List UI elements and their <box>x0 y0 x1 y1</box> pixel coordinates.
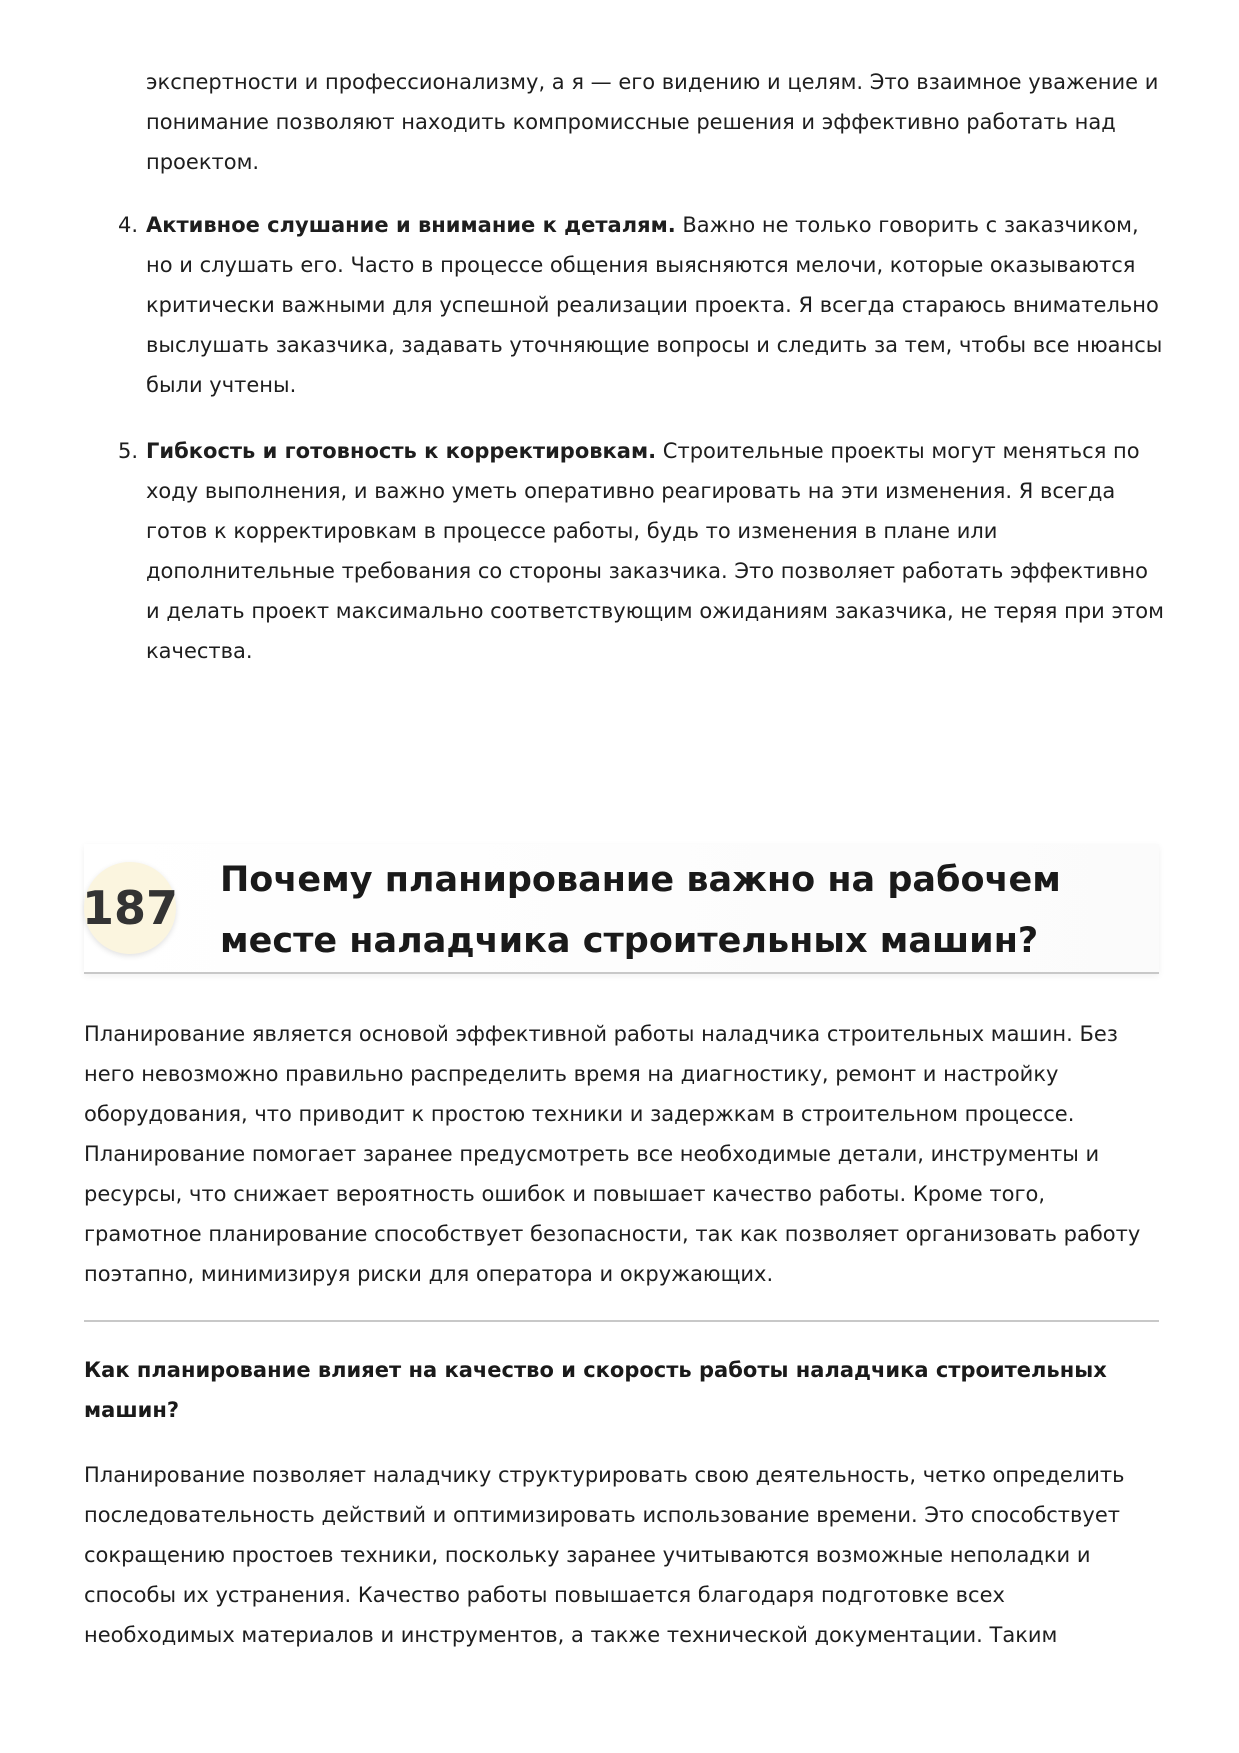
list-item-text: Важно не только говорить с заказчиком, но и слушать его. Часто в процессе общения выясняются мелочи, которые оказываются критически важными для успешной реализации проекта. Я всегда стараюсь внимательно выслушать заказчика, задавать уточняющие вопросы и следить за тем, чтобы все нюансы были учтены. <box>146 213 1163 397</box>
sub-question-answer: Планирование позволяет наладчику структурировать свою деятельность, четко определить последовательность действий и оптимизировать использование времени. Это способствует сокращению простоев техники, поскольку заранее учитываются возможные неполадки и способы их устранения. Качество работы повышается благодаря подготовке всех необходимых материалов и инструментов, а также технической документации. Таким <box>84 1463 1125 1647</box>
list-item <box>118 205 1166 405</box>
list-item-heading: Активное слушание и внимание к деталям. <box>146 213 676 237</box>
section-number-badge: 187 <box>84 862 176 954</box>
sub-question-heading: Как планирование влияет на качество и скорость работы наладчика строительных машин? <box>84 1358 1107 1422</box>
section-body: Планирование является основой эффективной работы наладчика строительных машин. Без него невозможно правильно распределить время на диагностику, ремонт и настройку оборудования, что приводит к простою техники и задержкам в строительном процессе. Планирование помогает заранее предусмотреть все необходимые детали, инструменты и ресурсы, что снижает вероятность ошибок и повышает качество работы. Кроме того, грамотное планирование способствует безопасности, так как позволяет организовать работу поэтапно, минимизируя риски для оператора и окружающих. <box>84 1022 1141 1286</box>
list-item-text: Строительные проекты могут меняться по ходу выполнения, и важно уметь оперативно реагировать на эти изменения. Я всегда готов к корректировкам в процессе работы, будь то изменения в плане или дополнительные требования со стороны заказчика. Это позволяет работать эффективно и делать проект максимально соответствующим ожиданиям заказчика, не теряя при этом качества. <box>146 439 1164 663</box>
list-item <box>118 431 1166 671</box>
section-divider <box>84 1320 1159 1322</box>
list-item-heading: Гибкость и готовность к корректировкам. <box>146 439 657 463</box>
list-item-number: 4. <box>118 213 139 237</box>
numbered-list <box>118 205 1166 697</box>
continuation-paragraph: экспертности и профессионализму, а я — его видению и целям. Это взаимное уважение и понимание позволяют находить компромиссные решения и эффективно работать над проектом. <box>146 70 1159 174</box>
section-header-rule <box>84 972 1159 974</box>
section-title: Почему планирование важно на рабочем месте наладчика строительных машин? <box>220 860 1061 961</box>
list-item-number: 5. <box>118 439 139 463</box>
section-header <box>81 844 1159 974</box>
